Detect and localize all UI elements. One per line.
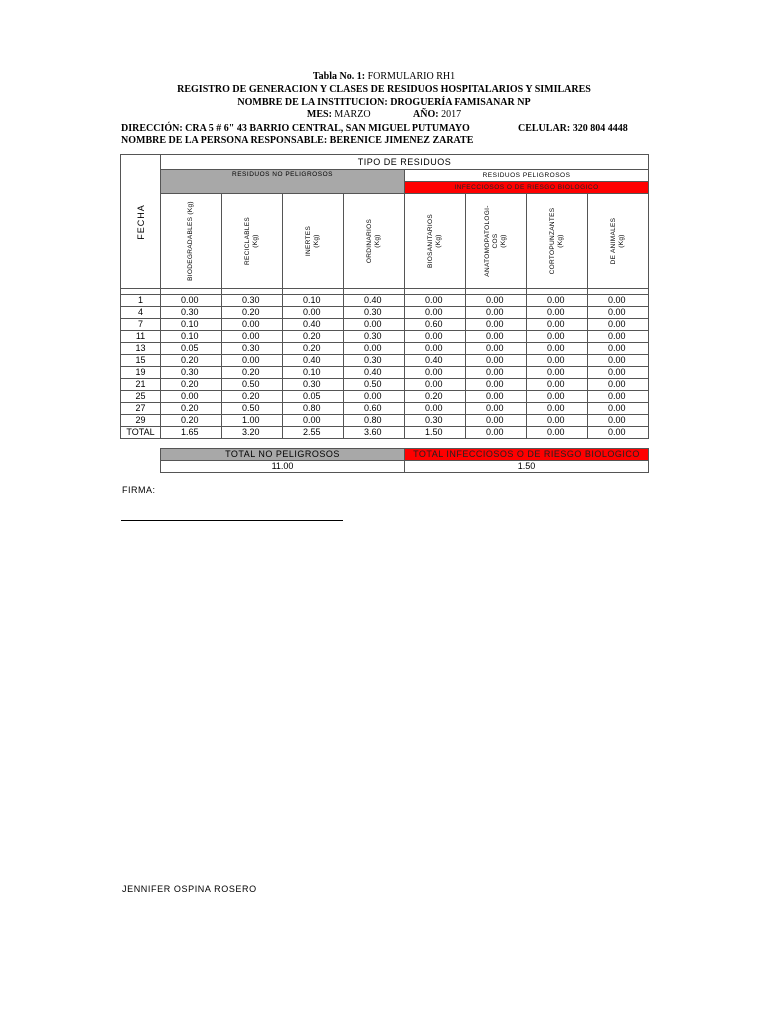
column-header-line: BIODEGRADABLES (Kg) [187,201,194,281]
column-header-line: DE ANIMALES [610,217,617,265]
total-row [121,427,649,439]
value-cell: 0.00 [588,319,649,331]
value-cell: 0.00 [588,355,649,367]
column-header-line: (Kg) [435,234,442,248]
value-cell: 0.30 [344,355,405,367]
column-header-line: INERTES [305,225,312,257]
institution-name: NOMBRE DE LA INSTITUCION: DROGUERÍA FAMISANAR NP [237,97,531,108]
value-cell: 0.00 [527,307,588,319]
value-cell: 0.20 [405,391,466,403]
value-cell: 0.40 [283,319,344,331]
value-cell: 0.30 [283,379,344,391]
column-header [161,194,222,289]
value-cell: 0.30 [222,295,283,307]
value-cell: 0.60 [405,319,466,331]
signer-name: JENNIFER OSPINA ROSERO [122,884,257,894]
column-header [405,194,466,289]
value-cell: 0.00 [405,295,466,307]
value-cell: 0.00 [344,319,405,331]
month-label: MES: [306,109,332,120]
value-cell: 1.00 [222,415,283,427]
value-cell: 3.60 [344,427,405,439]
value-cell: 0.00 [527,391,588,403]
value-cell: 0.30 [161,367,222,379]
value-cell: 0.00 [283,415,344,427]
value-cell: 0.00 [588,295,649,307]
table-row [121,355,649,367]
value-cell: 0.00 [466,367,527,379]
value-cell: 0.00 [588,331,649,343]
column-header-line: ANATOMOPATOLOGI- [484,205,491,277]
signature-label: FIRMA: [122,485,156,495]
address: DIRECCIÓN: CRA 5 # 6" 43 BARRIO CENTRAL, SAN MIGUEL PUTUMAYO [121,123,470,134]
value-cell: 0.30 [222,343,283,355]
value-cell: 0.00 [527,355,588,367]
signature-line [121,520,343,521]
fecha-cell: 1 [121,295,161,307]
value-cell: 0.00 [405,403,466,415]
responsible-person: NOMBRE DE LA PERSONA RESPONSABLE: BERENICE JIMENEZ ZARATE [121,135,474,146]
table-row [121,367,649,379]
value-cell: 0.00 [466,343,527,355]
value-cell: 0.00 [588,379,649,391]
value-cell: 0.10 [283,295,344,307]
value-cell: 0.60 [344,403,405,415]
value-cell: 0.05 [161,343,222,355]
column-header-line: (Kg) [557,234,564,248]
value-cell: 0.20 [161,415,222,427]
value-cell: 0.40 [344,367,405,379]
value-cell: 0.00 [588,391,649,403]
value-cell: 0.00 [527,415,588,427]
value-cell: 0.20 [161,379,222,391]
value-cell: 0.10 [161,319,222,331]
value-cell: 0.50 [344,379,405,391]
value-cell: 0.20 [161,355,222,367]
value-cell: 0.00 [466,403,527,415]
table-row [121,343,649,355]
value-cell: 0.00 [466,379,527,391]
value-cell: 0.30 [344,307,405,319]
value-cell: 0.00 [466,295,527,307]
column-header-line: (Kg) [313,234,320,248]
value-cell: 0.00 [466,391,527,403]
value-cell: 0.00 [344,391,405,403]
fecha-cell: 13 [121,343,161,355]
value-cell: 0.80 [344,415,405,427]
value-cell: 0.30 [405,415,466,427]
value-cell: 0.00 [222,319,283,331]
value-cell: 0.00 [405,343,466,355]
waste-table [120,154,649,439]
fecha-cell: TOTAL [121,427,161,439]
value-cell: 0.00 [161,391,222,403]
value-cell: 0.00 [466,415,527,427]
table-row [121,403,649,415]
value-cell: 0.20 [283,331,344,343]
value-cell: 2.55 [283,427,344,439]
value-cell: 0.00 [588,403,649,415]
value-cell: 0.00 [527,367,588,379]
value-cell: 0.80 [283,403,344,415]
form-name: FORMULARIO RH1 [367,71,456,82]
value-cell: 0.20 [161,403,222,415]
value-cell: 0.10 [283,367,344,379]
value-cell: 0.00 [588,367,649,379]
value-cell: 0.00 [405,307,466,319]
column-header-line: ORDINARIOS [366,218,373,264]
table-row [121,319,649,331]
value-cell: 0.00 [466,319,527,331]
value-cell: 0.00 [588,307,649,319]
fecha-cell: 15 [121,355,161,367]
fecha-cell: 11 [121,331,161,343]
column-header [222,194,283,289]
value-cell: 0.00 [466,427,527,439]
column-header [283,194,344,289]
value-cell: 0.00 [283,307,344,319]
value-cell: 0.00 [527,343,588,355]
form-title: REGISTRO DE GENERACION Y CLASES DE RESIDUOS HOSPITALARIOS Y SIMILARES [177,84,591,95]
totals-table [160,448,649,473]
value-cell: 0.50 [222,379,283,391]
tipo-residuos-header: TIPO DE RESIDUOS [161,155,649,170]
column-headers [121,194,649,289]
column-header-line: (Kg) [500,234,507,248]
column-header-line: (Kg) [618,234,625,248]
value-cell: 0.05 [283,391,344,403]
total-no-peligrosos-label: TOTAL NO PELIGROSOS [161,449,405,461]
year-label: AÑO: [413,109,439,120]
phone: CELULAR: 320 804 4448 [518,123,628,134]
value-cell: 0.00 [527,403,588,415]
value-cell: 0.00 [344,343,405,355]
value-cell: 0.00 [222,331,283,343]
value-cell: 0.00 [466,355,527,367]
fecha-header: FECHA [121,155,161,289]
value-cell: 0.00 [527,379,588,391]
table-row [121,295,649,307]
value-cell: 0.00 [527,295,588,307]
value-cell: 0.30 [161,307,222,319]
value-cell: 0.30 [344,331,405,343]
column-header-line: CORTOPUNZANTES [549,207,556,275]
value-cell: 0.00 [222,355,283,367]
column-header [344,194,405,289]
value-cell: 0.20 [283,343,344,355]
value-cell: 0.00 [527,331,588,343]
value-cell: 0.00 [527,319,588,331]
infecciosos-header: INFECCIOSOS O DE RIESGO BIOLOGICO [405,182,649,194]
fecha-cell: 7 [121,319,161,331]
value-cell: 0.40 [405,355,466,367]
value-cell: 0.20 [222,307,283,319]
table-heading: Tabla No. 1: FORMULARIO RH1 [312,71,456,82]
value-cell: 0.00 [405,331,466,343]
column-header [466,194,527,289]
table-label: Tabla No. 1 [312,71,362,82]
value-cell: 0.00 [405,367,466,379]
year-value: 2017 [441,109,462,120]
total-no-peligrosos-value: 11.00 [161,461,405,473]
no-peligrosos-header: RESIDUOS NO PELIGROSOS [161,170,405,194]
column-header [588,194,649,289]
column-header-line: RECICLABLES [244,216,251,266]
value-cell: 0.00 [466,307,527,319]
value-cell: 0.20 [222,391,283,403]
total-infecciosos-value: 1.50 [405,461,649,473]
fecha-cell: 27 [121,403,161,415]
value-cell: 0.00 [405,379,466,391]
column-header-line: COS [492,233,499,249]
fecha-cell: 25 [121,391,161,403]
table-row [121,415,649,427]
value-cell: 1.50 [405,427,466,439]
table-row [121,331,649,343]
column-header-line: (Kg) [252,234,259,248]
value-cell: 0.00 [161,295,222,307]
table-row [121,307,649,319]
value-cell: 0.00 [466,331,527,343]
month-value: MARZO [334,109,371,120]
column-header-line: (Kg) [374,234,381,248]
total-infecciosos-label: TOTAL INFECCIOSOS O DE RIESGO BIOLOGICO [405,449,649,461]
table-row [121,379,649,391]
value-cell: 0.00 [588,415,649,427]
fecha-cell: 4 [121,307,161,319]
column-header [527,194,588,289]
table-row [121,391,649,403]
value-cell: 0.10 [161,331,222,343]
value-cell: 3.20 [222,427,283,439]
fecha-cell: 19 [121,367,161,379]
fecha-cell: 21 [121,379,161,391]
column-header-line: BIOSANITARIOS [427,214,434,268]
value-cell: 0.20 [222,367,283,379]
data-rows [121,295,649,439]
value-cell: 0.40 [344,295,405,307]
month-year-line [0,108,768,121]
fecha-cell: 29 [121,415,161,427]
value-cell: 1.65 [161,427,222,439]
value-cell: 0.00 [588,427,649,439]
peligrosos-header: RESIDUOS PELIGROSOS [405,170,649,182]
value-cell: 0.00 [588,343,649,355]
value-cell: 0.00 [527,427,588,439]
value-cell: 0.40 [283,355,344,367]
value-cell: 0.50 [222,403,283,415]
